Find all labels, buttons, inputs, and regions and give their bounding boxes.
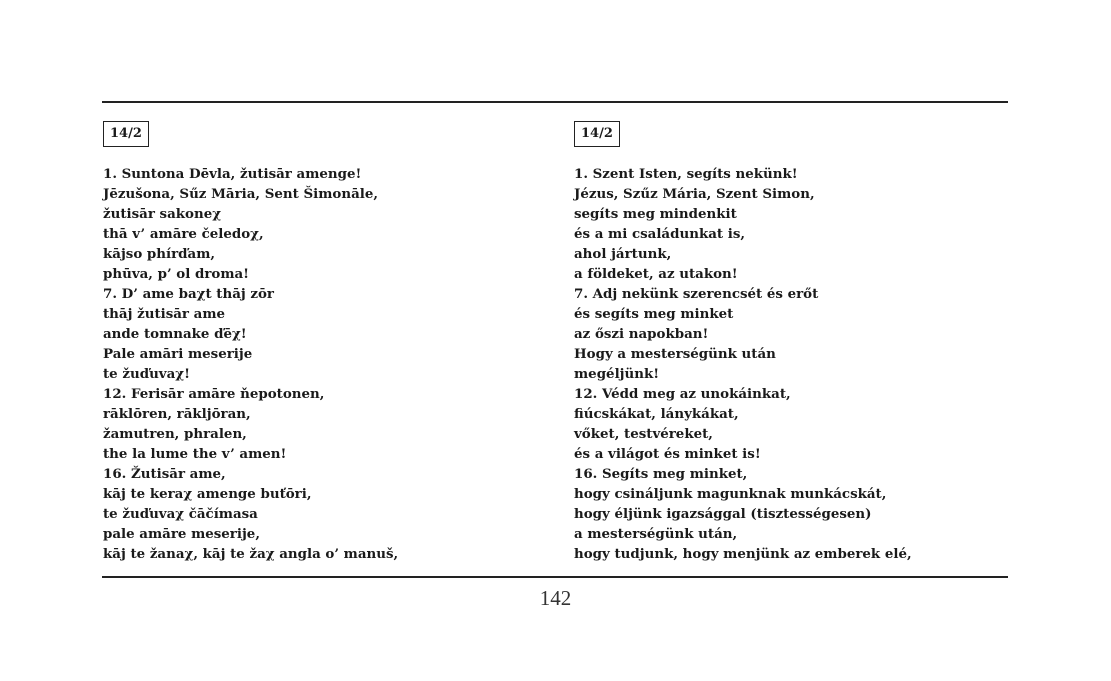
verse-line: rāklōren, rākljōran, [103,406,251,422]
verse-line: 1. Suntona Dēvla, žutisār amenge! [103,166,362,182]
verse-line: 1. Szent Isten, segíts nekünk! [574,166,798,182]
verse-line: hogy éljünk igazsággal (tisztességesen) [574,506,872,522]
verse-line: Jēzušona, Sűz Māria, Sent Šimonāle, [103,186,379,202]
verse-line: és a világot és minket is! [574,446,761,462]
verse-line: kāj te keraχ amenge buťōri, [103,486,312,502]
verse-line: 7. Adj nekünk szerencsét és erőt [574,286,819,302]
top-rule [102,101,1008,103]
verse-line: 16. Segíts meg minket, [574,466,748,482]
verse-line: phūva, p’ ol droma! [103,266,250,282]
verse-line: thāj žutisār ame [103,306,226,322]
verse-line: te žuďuvaχ čāčímasa [103,506,258,522]
verse-line: az őszi napokban! [574,326,709,342]
section-label: 14/2 [574,121,620,147]
verse-line: the la lume the v’ amen! [103,446,287,462]
verse-line: 7. D’ ame baχt thāj zōr [103,286,274,302]
hungarian-verse-lines [574,164,912,564]
verse-line: hogy tudjunk, hogy menjünk az emberek elé, [574,546,912,562]
bottom-rule [102,576,1008,578]
verse-line: kāj te žanaχ, kāj te žaχ angla o’ manuš, [103,546,399,562]
verse-line: 12. Ferisār amāre ňepotonen, [103,386,325,402]
verse-line: 16. Žutisār ame, [103,466,226,482]
verse-line: Pale amāri meserije [103,346,253,362]
verse-line: pale amāre meserije, [103,526,260,542]
section-label: 14/2 [103,121,149,147]
hungarian-text-column [574,121,1008,562]
verse-line: Jézus, Szűz Mária, Szent Simon, [574,186,815,202]
verse-line: a mesterségünk után, [574,526,738,542]
verse-line: és segíts meg minket [574,306,734,322]
verse-line: ande tomnake ďēχ! [103,326,247,342]
verse-line: vőket, testvéreket, [574,426,713,442]
romani-verse-lines [103,164,398,564]
verse-line: žamutren, phralen, [103,426,247,442]
verse-line: 12. Védd meg az unokáinkat, [574,386,791,402]
verse-line: thā v’ amāre čeledoχ, [103,226,264,242]
verse-line: segíts meg mindenkit [574,206,737,222]
romani-text-column [103,121,543,562]
verse-line: ahol jártunk, [574,246,672,262]
verse-line: megéljünk! [574,366,660,382]
page-number: 142 [539,586,572,610]
verse-line: a földeket, az utakon! [574,266,738,282]
verse-line: és a mi családunkat is, [574,226,746,242]
verse-line: fiúcskákat, lánykákat, [574,406,739,422]
verse-line: hogy csináljunk magunknak munkácskát, [574,486,887,502]
verse-line: kājso phírďam, [103,246,216,262]
verse-line: te žuďuvaχ! [103,366,190,382]
verse-line: žutisār sakoneχ [103,206,222,222]
verse-line: Hogy a mesterségünk után [574,346,776,362]
